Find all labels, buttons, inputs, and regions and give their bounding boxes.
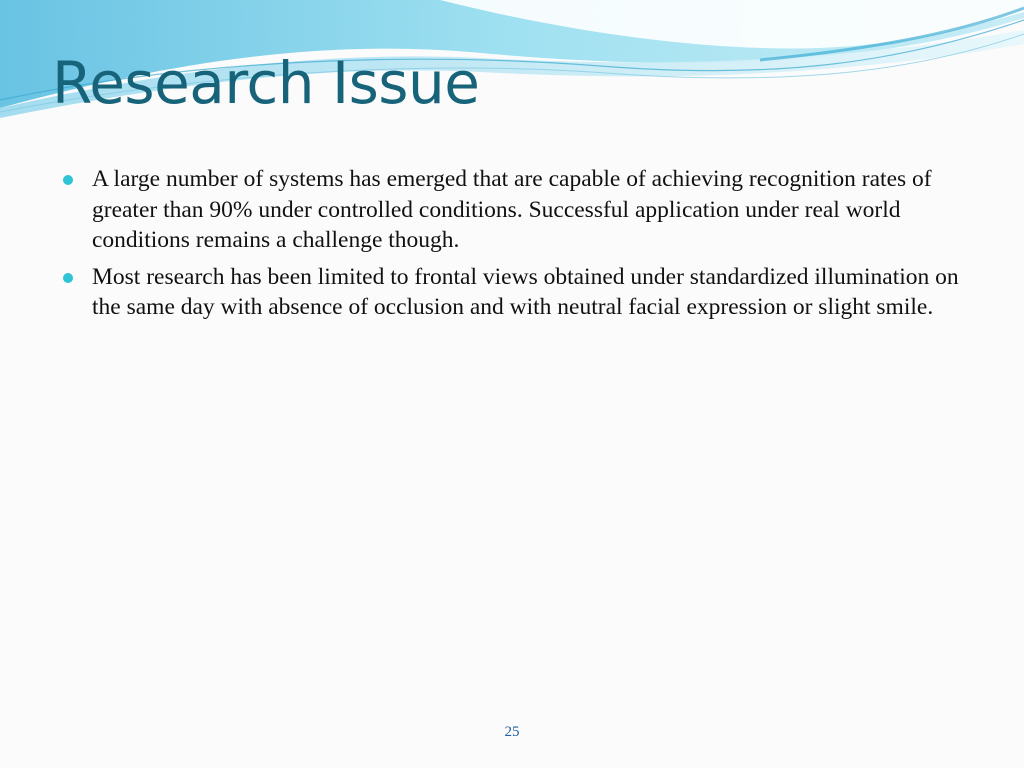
bullet-text: Most research has been limited to frontal views obtained under standardized illumination on the same day with absence of occlusion and with neutral facial expression or slight smile. (92, 263, 959, 320)
page-number: 25 (504, 724, 520, 740)
bullet-item (60, 262, 960, 323)
bullet-text: A large number of systems has emerged that are capable of achieving recognition rates of greater than 90% under controlled conditions. Successful application under real world conditions remains a challenge though. (92, 166, 932, 253)
bullet-list (60, 164, 960, 329)
bullet-dot-icon (63, 175, 73, 185)
bullet-dot-icon (63, 273, 73, 283)
bullet-item (60, 164, 960, 256)
slide-title: Research Issue (52, 49, 480, 117)
